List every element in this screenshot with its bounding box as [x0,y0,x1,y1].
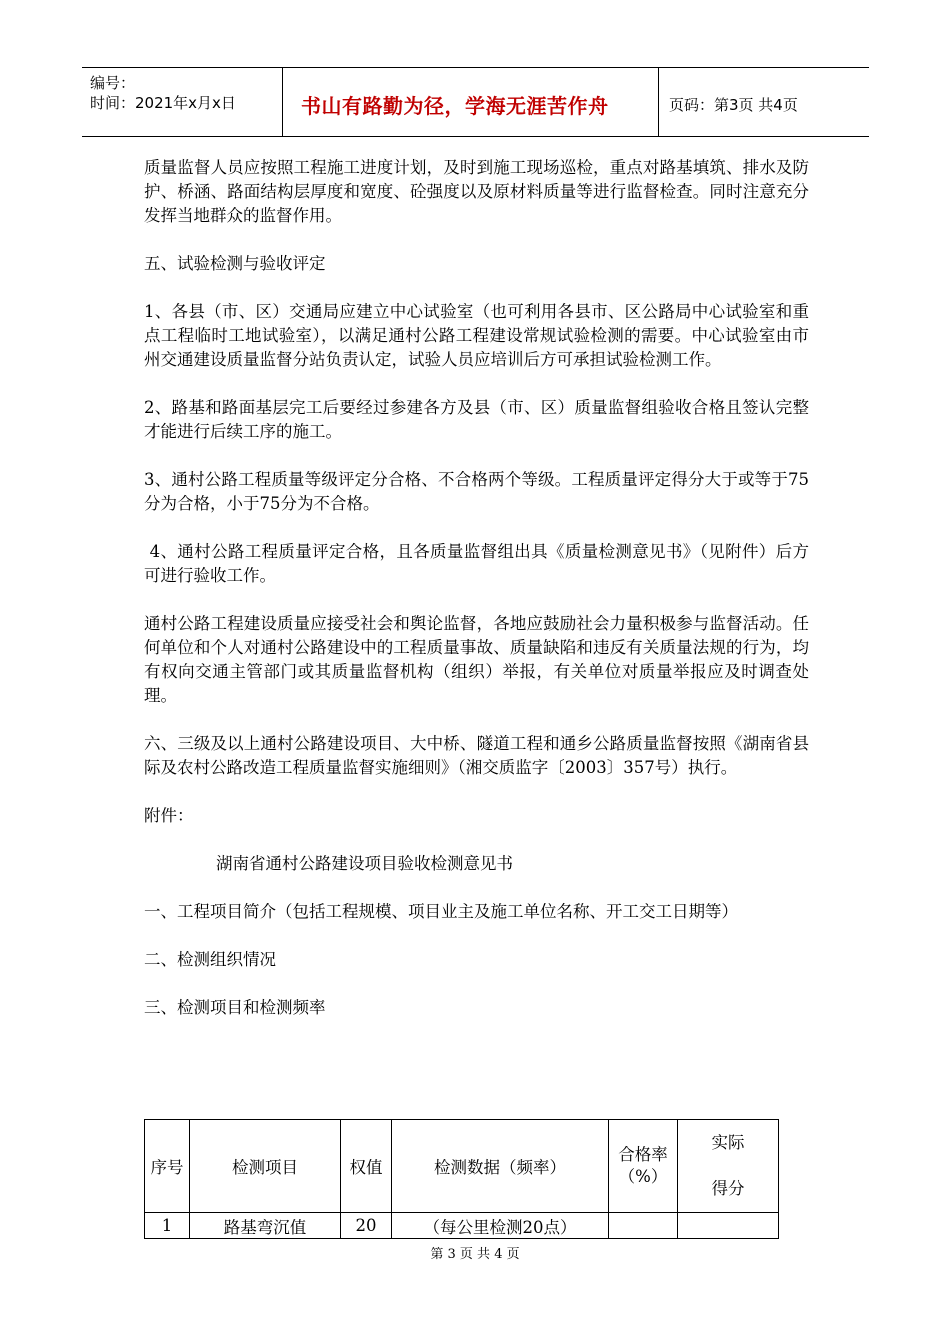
header-score [678,1120,779,1213]
header-item: 检测项目 [190,1120,341,1213]
page-footer: 第 3 页 共 4 页 [430,1247,520,1262]
header-pass-rate-line1: 合格率 [618,1145,668,1164]
header-data: 检测数据（频率） [392,1120,609,1213]
row-weight: 20 [341,1213,392,1239]
page-header [82,67,869,137]
header-page-number: 页码：第3页 共4页 [669,96,798,114]
header-motto-cell [282,68,659,136]
header-meta [82,68,282,136]
attachment-title: 湖南省通村公路建设项目验收检测意见书 [216,854,513,873]
section-heading-5: 五、试验检测与验收评定 [144,254,326,273]
attachment-section-2: 二、检测组织情况 [144,950,276,969]
inspection-table [144,1119,779,1239]
row-seq: 1 [145,1213,190,1239]
header-page-cell [659,68,869,136]
paragraph-supervision: 质量监督人员应按照工程施工进度计划，及时到施工现场巡检，重点对路基填筑、排水及防护、桥涵、路面结构层厚度和宽度、砼强度以及原材料质量等进行监督检查。同时注意充分发挥当地群众的监督作用。 [144,158,809,225]
paragraph-item-4: 4、通村公路工程质量评定合格，且各质量监督组出具《质量检测意见书》（见附件）后方可进行验收工作。 [144,542,810,585]
header-weight: 权值 [341,1120,392,1213]
header-pass-rate-line2: （%） [618,1167,668,1186]
document-number: 编号： [90,74,136,92]
section-heading-6: 六、三级及以上通村公路建设项目、大中桥、隧道工程和通乡公路质量监督按照《湖南省县际及农村公路改造工程质量监督实施细则》（湘交质监字〔2003〕357号）执行。 [144,734,809,777]
table-row [145,1213,779,1239]
paragraph-item-1: 1、各县（市、区）交通局应建立中心试验室（也可利用各县市、区公路局中心试验室和重点工程临时工地试验室），以满足通村公路工程建设常规试验检测的需要。中心试验室由市州交通建设质量监督分站负责认定，试验人员应培训后方可承担试验检测工作。 [144,302,809,369]
paragraph-item-2: 2、路基和路面基层完工后要经过参建各方及县（市、区）质量监督组验收合格且签认完整才能进行后续工序的施工。 [144,398,809,441]
document-body [144,156,809,1044]
attachment-label: 附件： [144,806,194,825]
row-data: （每公里检测20点） [392,1213,609,1239]
attachment-section-3: 三、检测项目和检测频率 [144,998,326,1017]
header-seq: 序号 [145,1120,190,1213]
paragraph-item-3: 3、通村公路工程质量等级评定分合格、不合格两个等级。工程质量评定得分大于或等于75分为合格，小于75分为不合格。 [144,470,809,513]
row-score [678,1213,779,1239]
attachment-section-1: 一、工程项目简介（包括工程规模、项目业主及施工单位名称、开工交工日期等） [144,902,738,921]
header-motto: 书山有路勤为径，学海无涯苦作舟 [301,94,609,118]
table-header-row [145,1120,779,1213]
header-score-line1: 实际 [711,1133,745,1152]
row-pass-rate [609,1213,678,1239]
header-pass-rate [609,1120,678,1213]
document-time: 时间：2021年x月x日 [90,94,236,112]
row-item: 路基弯沉值 [190,1213,341,1239]
paragraph-public-supervision: 通村公路工程建设质量应接受社会和舆论监督，各地应鼓励社会力量积极参与监督活动。任何单位和个人对通村公路建设中的工程质量事故、质量缺陷和违反有关质量法规的行为，均有权向交通主管部门或其质量监督机构（组织）举报，有关单位对质量举报应及时调查处理。 [144,614,809,705]
header-score-line2: 得分 [711,1179,745,1198]
